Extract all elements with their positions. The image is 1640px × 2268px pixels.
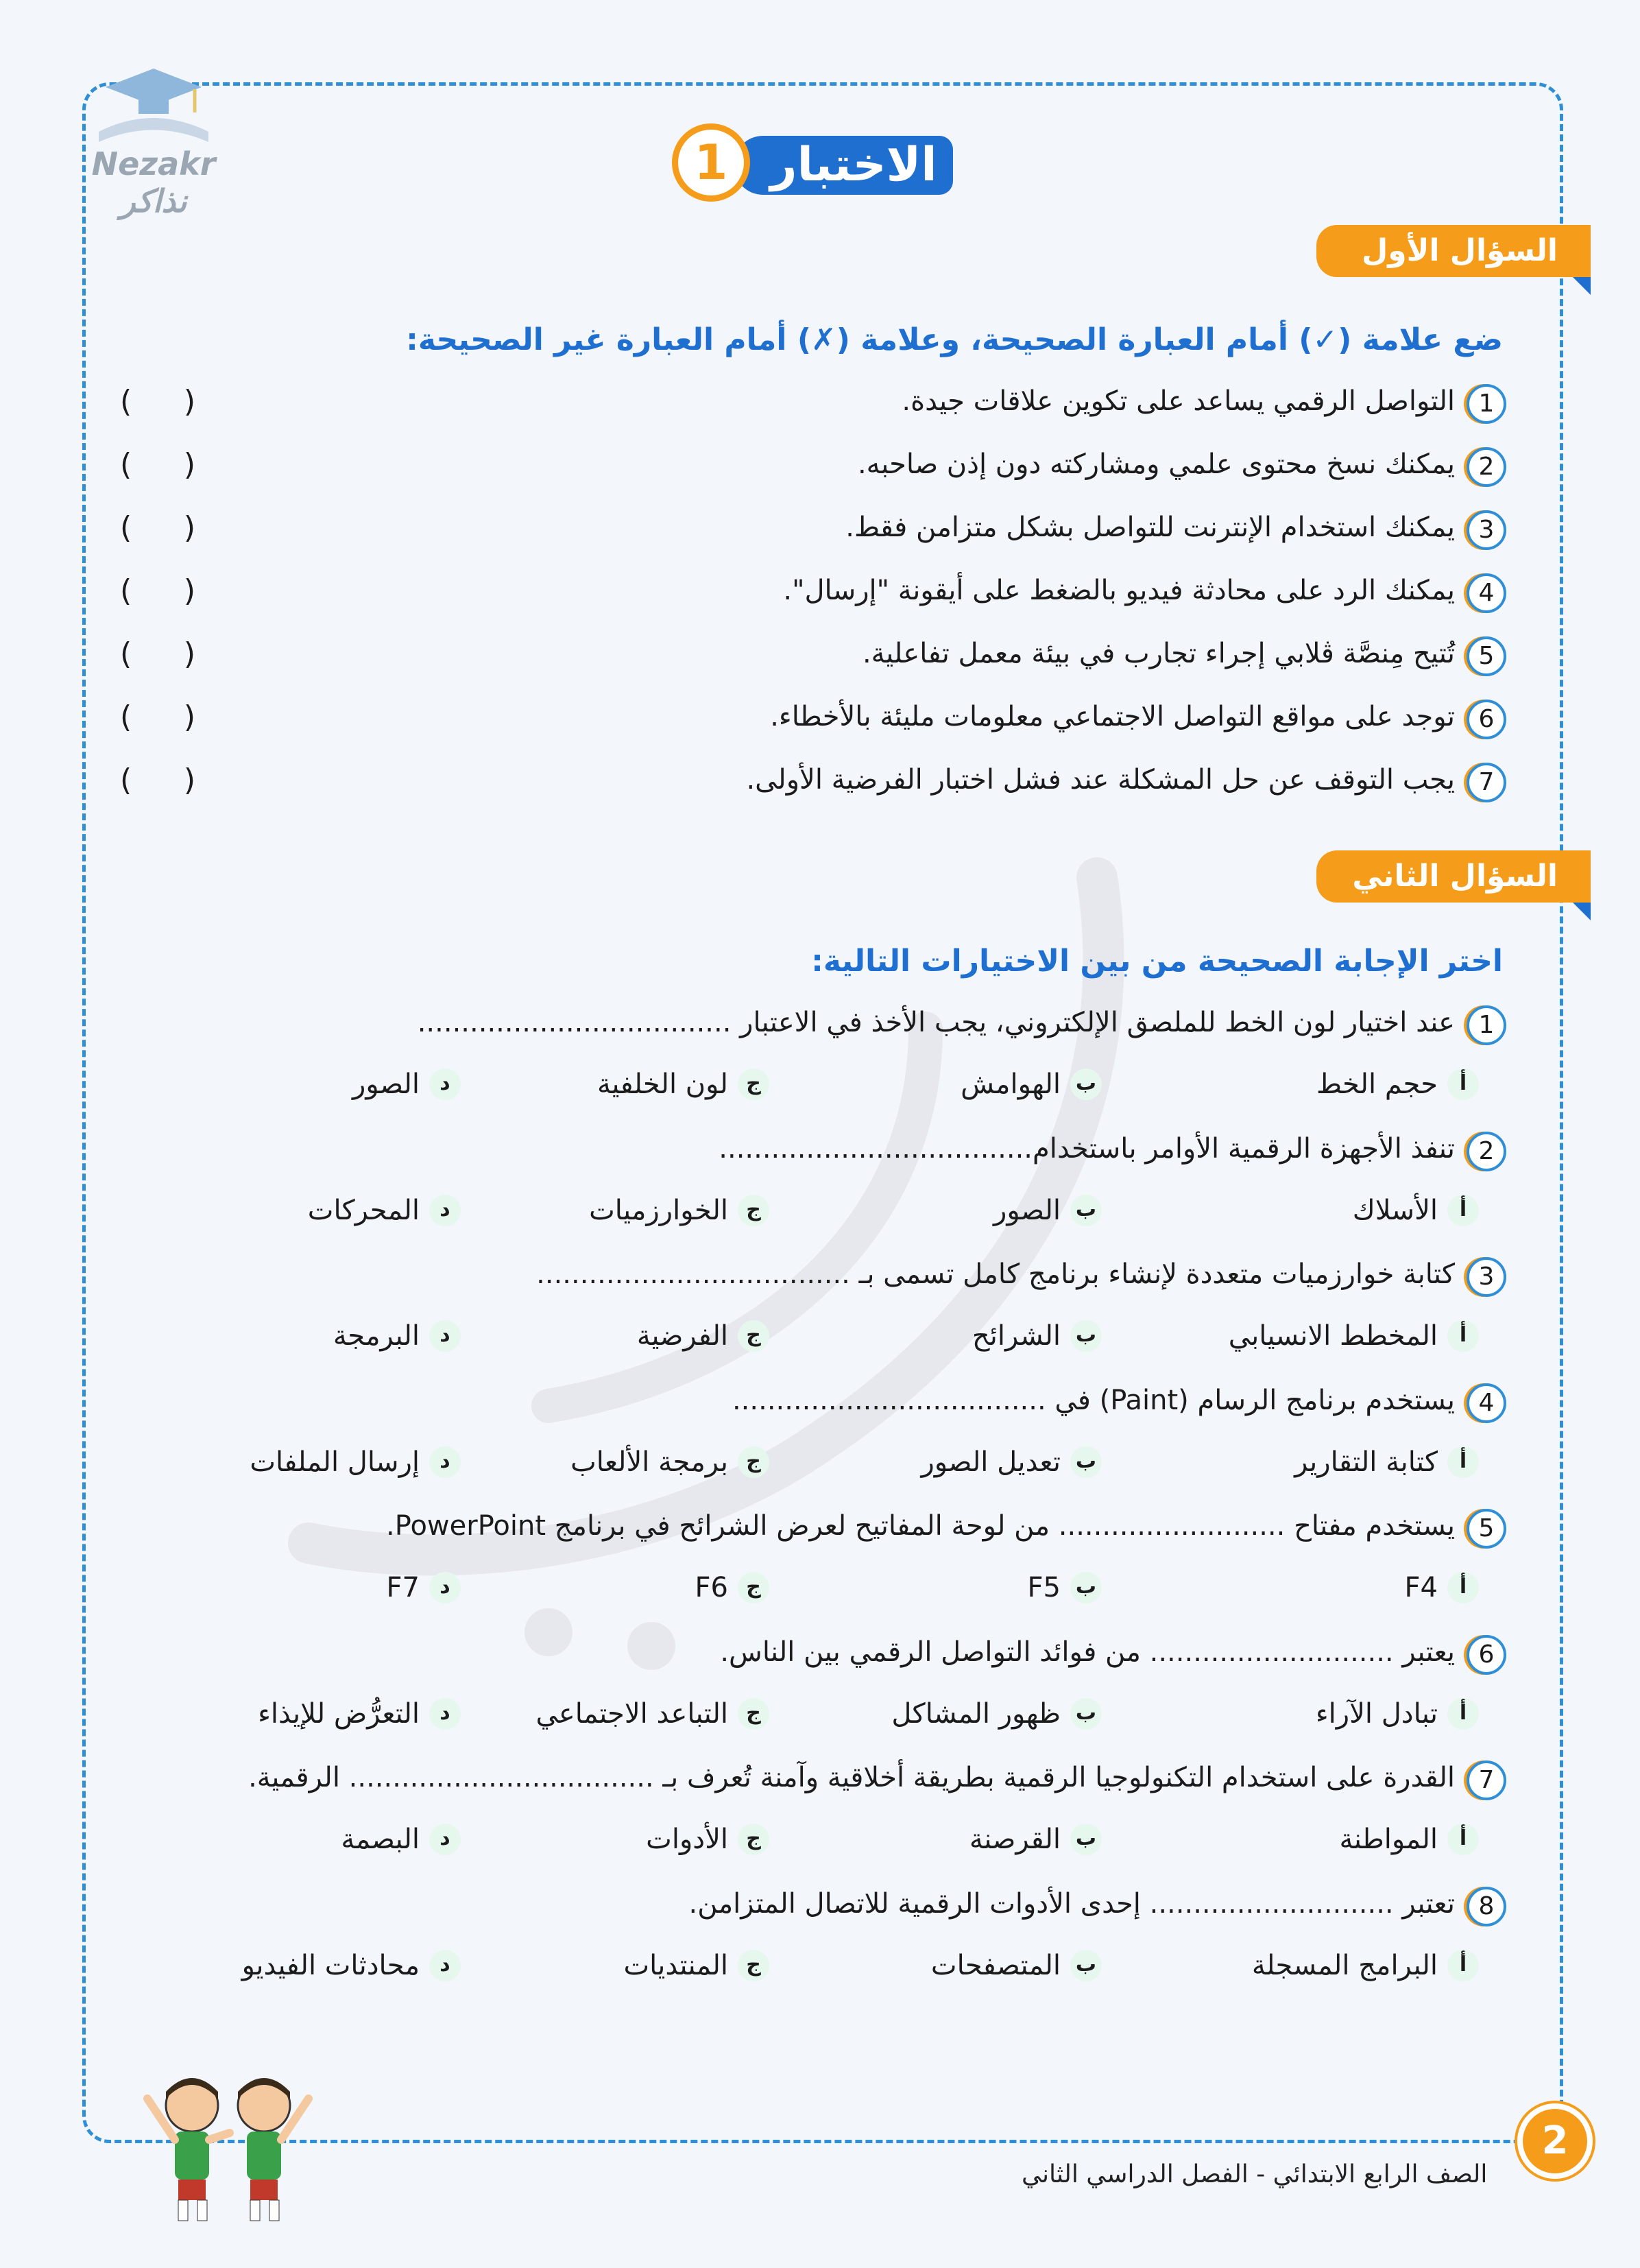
q2-statement: عند اختيار لون الخط للملصق الإلكتروني، يجب الأخذ في الاعتبار ....................................: [417, 1007, 1455, 1038]
q2-statement: يستخدم برنامج الرسام (Paint) في ....................................: [732, 1384, 1455, 1416]
q1-statement: يجب التوقف عن حل المشكلة عند فشل اختبار الفرضية الأولى.: [746, 764, 1455, 796]
q2-option[interactable]: [969, 1824, 1102, 1855]
q2-option[interactable]: [597, 1069, 769, 1100]
q2-option[interactable]: [1229, 1320, 1479, 1352]
option-letter-badge: د: [429, 1950, 461, 1981]
option-text: البصمة: [341, 1824, 420, 1855]
option-letter-badge: أ: [1447, 1195, 1479, 1226]
q2-option[interactable]: [352, 1069, 461, 1100]
option-letter-badge: ب: [1070, 1320, 1102, 1352]
q1-statement: يمكنك الرد على محادثة فيديو بالضغط على أيقونة "إرسال".: [783, 575, 1455, 606]
header-fold-q2: [1573, 903, 1591, 920]
q2-option[interactable]: [1316, 1069, 1479, 1100]
option-text: ظهور المشاكل: [891, 1697, 1061, 1730]
q2-number: 3: [1467, 1257, 1506, 1297]
footer-grade: الصف الرابع الابتدائي - الفصل الدراسي الثاني: [1022, 2160, 1488, 2188]
q2-option[interactable]: [972, 1320, 1102, 1352]
option-letter-badge: ب: [1070, 1572, 1102, 1603]
option-text: الصور: [352, 1069, 420, 1100]
option-letter-badge: ج: [738, 1698, 769, 1730]
option-text: الهوامش: [961, 1069, 1061, 1100]
option-letter-badge: أ: [1447, 1950, 1479, 1981]
q2-option[interactable]: [1353, 1195, 1479, 1226]
answer-parentheses[interactable]: ( ): [120, 636, 195, 671]
q2-statement: القدرة على استخدام التكنولوجيا الرقمية بطريقة أخلاقية وآمنة تُعرف بـ ................................... الرقمية.: [248, 1762, 1455, 1793]
section-header-q1: السؤال الأول: [1316, 225, 1591, 277]
q2-instruction: اختر الإجابة الصحيحة من بين الاختيارات التالية:: [811, 944, 1503, 979]
q2-option[interactable]: [961, 1069, 1102, 1100]
option-letter-badge: د: [429, 1195, 461, 1226]
test-title: [672, 123, 974, 206]
q2-option[interactable]: [1252, 1950, 1479, 1981]
option-text: المتصفحات: [930, 1949, 1061, 1981]
q2-option[interactable]: [921, 1446, 1102, 1478]
option-text: الشرائح: [972, 1320, 1061, 1352]
option-letter-badge: ب: [1070, 1195, 1102, 1226]
option-text: F4: [1404, 1572, 1438, 1603]
q2-number: 5: [1467, 1509, 1506, 1549]
q2-statement: يستخدم مفتاح .......................... من لوحة المفاتيح لعرض الشرائح في برنامج PowerPoint.: [386, 1510, 1455, 1542]
option-text: الخوارزميات: [589, 1194, 728, 1226]
q2-option[interactable]: [1316, 1698, 1479, 1730]
option-letter-badge: أ: [1447, 1824, 1479, 1855]
nezakr-logo: [58, 56, 250, 219]
q1-statement: تُتيح مِنصَّة ڤلابي إجراء تجارب في بيئة معمل تفاعلية.: [862, 638, 1455, 669]
option-text: البرامج المسجلة: [1251, 1949, 1438, 1981]
kids-illustration: [137, 2057, 322, 2229]
option-letter-badge: د: [429, 1698, 461, 1730]
option-text: التعرُّض للإيذاء: [258, 1697, 420, 1730]
q1-number: 5: [1467, 636, 1506, 676]
q2-option[interactable]: [646, 1824, 769, 1855]
option-letter-badge: أ: [1447, 1320, 1479, 1352]
q2-statement: كتابة خوارزميات متعددة لإنشاء برنامج كامل تسمى بـ ....................................: [536, 1258, 1455, 1290]
q2-option[interactable]: [695, 1572, 769, 1603]
page-number: 2: [1517, 2103, 1593, 2179]
option-text: حجم الخط: [1316, 1069, 1438, 1100]
answer-parentheses[interactable]: ( ): [120, 763, 195, 798]
option-text: F7: [386, 1572, 420, 1603]
q2-option[interactable]: [570, 1446, 769, 1478]
option-text: البرمجة: [333, 1320, 420, 1352]
q2-option[interactable]: [308, 1195, 461, 1226]
q2-option[interactable]: [333, 1320, 461, 1352]
q1-number: 7: [1467, 763, 1506, 802]
option-text: لون الخلفية: [596, 1069, 728, 1100]
q2-option[interactable]: [387, 1572, 461, 1603]
q2-number: 4: [1467, 1383, 1506, 1423]
q2-option[interactable]: [931, 1950, 1102, 1981]
q2-number: 6: [1467, 1635, 1506, 1675]
answer-parentheses[interactable]: ( ): [120, 384, 195, 419]
section-header-q2: السؤال الثاني: [1316, 850, 1591, 903]
option-letter-badge: ب: [1070, 1069, 1102, 1100]
option-letter-badge: ب: [1070, 1824, 1102, 1855]
option-letter-badge: د: [429, 1572, 461, 1603]
option-text: التباعد الاجتماعي: [535, 1697, 728, 1730]
q2-option[interactable]: [536, 1698, 769, 1730]
q2-option[interactable]: [1294, 1446, 1479, 1478]
q1-number: 3: [1467, 510, 1506, 550]
q2-option[interactable]: [250, 1446, 461, 1478]
q2-option[interactable]: [242, 1950, 461, 1981]
option-text: المخطط الانسيابي: [1228, 1320, 1438, 1352]
option-text: محادثات الفيديو: [241, 1949, 420, 1981]
q2-option[interactable]: [993, 1195, 1102, 1226]
logo-text: Nezakr نذاكر: [91, 145, 216, 219]
option-letter-badge: ب: [1070, 1698, 1102, 1730]
option-letter-badge: أ: [1447, 1446, 1479, 1478]
option-text: كتابة التقارير: [1294, 1446, 1438, 1478]
q1-statement: يمكنك استخدام الإنترنت للتواصل بشكل متزامن فقط.: [845, 512, 1455, 543]
q2-statement: يعتبر ............................ من فوائد التواصل الرقمي بين الناس.: [720, 1636, 1455, 1668]
answer-parentheses[interactable]: ( ): [120, 447, 195, 482]
option-text: F6: [695, 1572, 728, 1603]
option-text: المواطنة: [1339, 1824, 1438, 1855]
option-letter-badge: ج: [738, 1572, 769, 1603]
q2-option[interactable]: [1405, 1572, 1479, 1603]
option-text: تعديل الصور: [921, 1446, 1061, 1478]
option-text: الصور: [993, 1194, 1061, 1226]
option-text: الأدوات: [646, 1824, 728, 1855]
option-text: الأسلاك: [1352, 1194, 1438, 1226]
title-number: 1: [672, 123, 750, 202]
option-letter-badge: ج: [738, 1950, 769, 1981]
q1-statement: توجد على مواقع التواصل الاجتماعي معلومات مليئة بالأخطاء.: [770, 701, 1455, 732]
option-letter-badge: ب: [1070, 1950, 1102, 1981]
option-text: تبادل الآراء: [1315, 1697, 1438, 1730]
option-letter-badge: ج: [738, 1195, 769, 1226]
q2-number: 1: [1467, 1005, 1506, 1045]
title-label: الاختبار: [734, 136, 953, 195]
option-text: المحركات: [307, 1194, 420, 1226]
option-letter-badge: أ: [1447, 1698, 1479, 1730]
q1-statement: التواصل الرقمي يساعد على تكوين علاقات جيدة.: [902, 385, 1455, 417]
option-letter-badge: ج: [738, 1069, 769, 1100]
option-letter-badge: د: [429, 1069, 461, 1100]
q2-option[interactable]: [891, 1698, 1102, 1730]
option-text: إرسال الملفات: [250, 1446, 420, 1478]
graduation-book-icon: [58, 56, 250, 152]
option-text: الفرضية: [636, 1320, 728, 1352]
q2-option[interactable]: [258, 1698, 461, 1730]
option-text: المنتديات: [623, 1949, 728, 1981]
q2-number: 7: [1467, 1760, 1506, 1800]
q1-number: 6: [1467, 700, 1506, 739]
q2-statement: تنفذ الأجهزة الرقمية الأوامر باستخدام....................................: [719, 1132, 1455, 1165]
option-letter-badge: ج: [738, 1824, 769, 1855]
q2-option[interactable]: [1028, 1572, 1102, 1603]
answer-parentheses[interactable]: ( ): [120, 510, 195, 545]
q2-number: 8: [1467, 1887, 1506, 1926]
option-letter-badge: د: [429, 1446, 461, 1478]
answer-parentheses[interactable]: ( ): [120, 700, 195, 735]
q2-option[interactable]: [623, 1950, 769, 1981]
q1-number: 4: [1467, 573, 1506, 613]
q2-number: 2: [1467, 1132, 1506, 1171]
option-text: القرصنة: [969, 1824, 1061, 1855]
option-letter-badge: ب: [1070, 1446, 1102, 1478]
option-letter-badge: ج: [738, 1446, 769, 1478]
option-letter-badge: د: [429, 1824, 461, 1855]
option-text: برمجة الألعاب: [570, 1446, 728, 1478]
answer-parentheses[interactable]: ( ): [120, 573, 195, 608]
option-letter-badge: د: [429, 1320, 461, 1352]
option-text: F5: [1027, 1572, 1061, 1603]
q1-number: 2: [1467, 447, 1506, 487]
option-letter-badge: أ: [1447, 1069, 1479, 1100]
q2-statement: تعتبر ............................ إحدى الأدوات الرقمية للاتصال المتزامن.: [688, 1887, 1455, 1920]
option-letter-badge: أ: [1447, 1572, 1479, 1603]
option-letter-badge: ج: [738, 1320, 769, 1352]
q2-option[interactable]: [341, 1824, 461, 1855]
header-fold-q1: [1573, 277, 1591, 295]
q1-number: 1: [1467, 384, 1506, 424]
q2-option[interactable]: [637, 1320, 769, 1352]
q2-option[interactable]: [1339, 1824, 1479, 1855]
q1-statement: يمكنك نسخ محتوى علمي ومشاركته دون إذن صاحبه.: [857, 449, 1455, 480]
q1-instruction: ضع علامة (✓) أمام العبارة الصحيحة، وعلامة (✗) أمام العبارة غير الصحيحة:: [406, 322, 1503, 357]
q2-option[interactable]: [589, 1195, 769, 1226]
